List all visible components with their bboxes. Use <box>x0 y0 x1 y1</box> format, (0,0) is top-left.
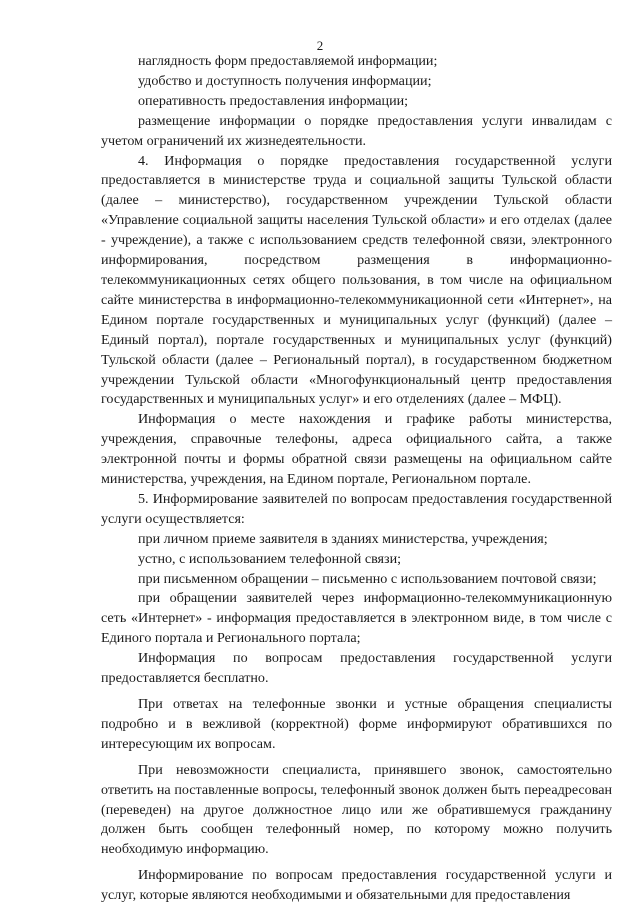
paragraph-1: наглядность форм предоставляемой информации; <box>138 53 438 69</box>
page-number: 2 <box>316 38 324 53</box>
paragraph-9: устно, с использованием телефонной связи; <box>138 550 402 567</box>
paragraph-11: при обращении заявителей через информационно-телекоммуникационную сеть «Интернет» - информация предоставляется в электронном виде, в том числе с Единого портала и Регионального портала; <box>101 590 612 647</box>
paragraph-12: Информация по вопросам предоставления государственной услуги предоставляется бесплатно. <box>101 650 612 687</box>
paragraph-3: оперативность предоставления информации; <box>138 92 409 109</box>
paragraph-4: размещение информации о порядке предоставления услуги инвалидам с учетом ограничений их жизнедеятельности. <box>101 112 612 149</box>
page-body <box>101 52 612 906</box>
paragraph-15: Информирование по вопросам предоставления государственной услуги и услуг, которые являются необходимыми и обязательными для предоставления <box>101 867 612 904</box>
paragraph-5: 4. Информация о порядке предоставления государственной услуги предоставляется в министерстве труда и социальной защиты Тульской области (далее – министерство), государственном учреждении Тульской области «Управление социальной защиты населения Тульской области» и его отделах (далее - учреждение), а также с использованием средств телефонной связи, электронного информирования, посредством размещения в информационно-телекоммуникационных сетях общего пользования, в том числе на официальном сайте министерства в информационно-телекоммуникационной сети «Интернет», на Едином портале государственных и муниципальных услуг (функций) (далее – Единый портал), портале государственных и муниципальных услуг (функций) Тульской области (далее – Региональный портал), в государственном бюджетном учреждении Тульской области «Многофункциональный центр предоставления государственных и муниципальных услуг» и его отделениях (далее – МФЦ). <box>101 152 612 408</box>
paragraph-7: 5. Информирование заявителей по вопросам предоставления государственной услуги осуществляется: <box>101 490 612 527</box>
paragraph-13: При ответах на телефонные звонки и устные обращения специалисты подробно и в вежливой (корректной) форме информируют обратившихся по интересующим их вопросам. <box>101 696 612 752</box>
paragraph-14: При невозможности специалиста, принявшего звонок, самостоятельно ответить на поставленные вопросы, телефонный звонок должен быть переадресован (переведен) на другое должностное лицо или же обратившемуся гражданину должен быть сообщен телефонный номер, по которому можно получить необходимую информацию. <box>101 761 612 858</box>
paragraph-8: при личном приеме заявителя в зданиях министерства, учреждения; <box>138 530 548 547</box>
paragraph-6: Информация о месте нахождения и графике работы министерства, учреждения, справочные телефоны, адреса официального сайта, а также электронной почты и формы обратной связи размещены на официальном сайте министерства, учреждения, на Едином портале, Региональном портале. <box>101 411 612 488</box>
paragraph-2: удобство и доступность получения информации; <box>138 72 432 89</box>
paragraph-10: при письменном обращении – письменно с использованием почтовой связи; <box>138 570 597 587</box>
